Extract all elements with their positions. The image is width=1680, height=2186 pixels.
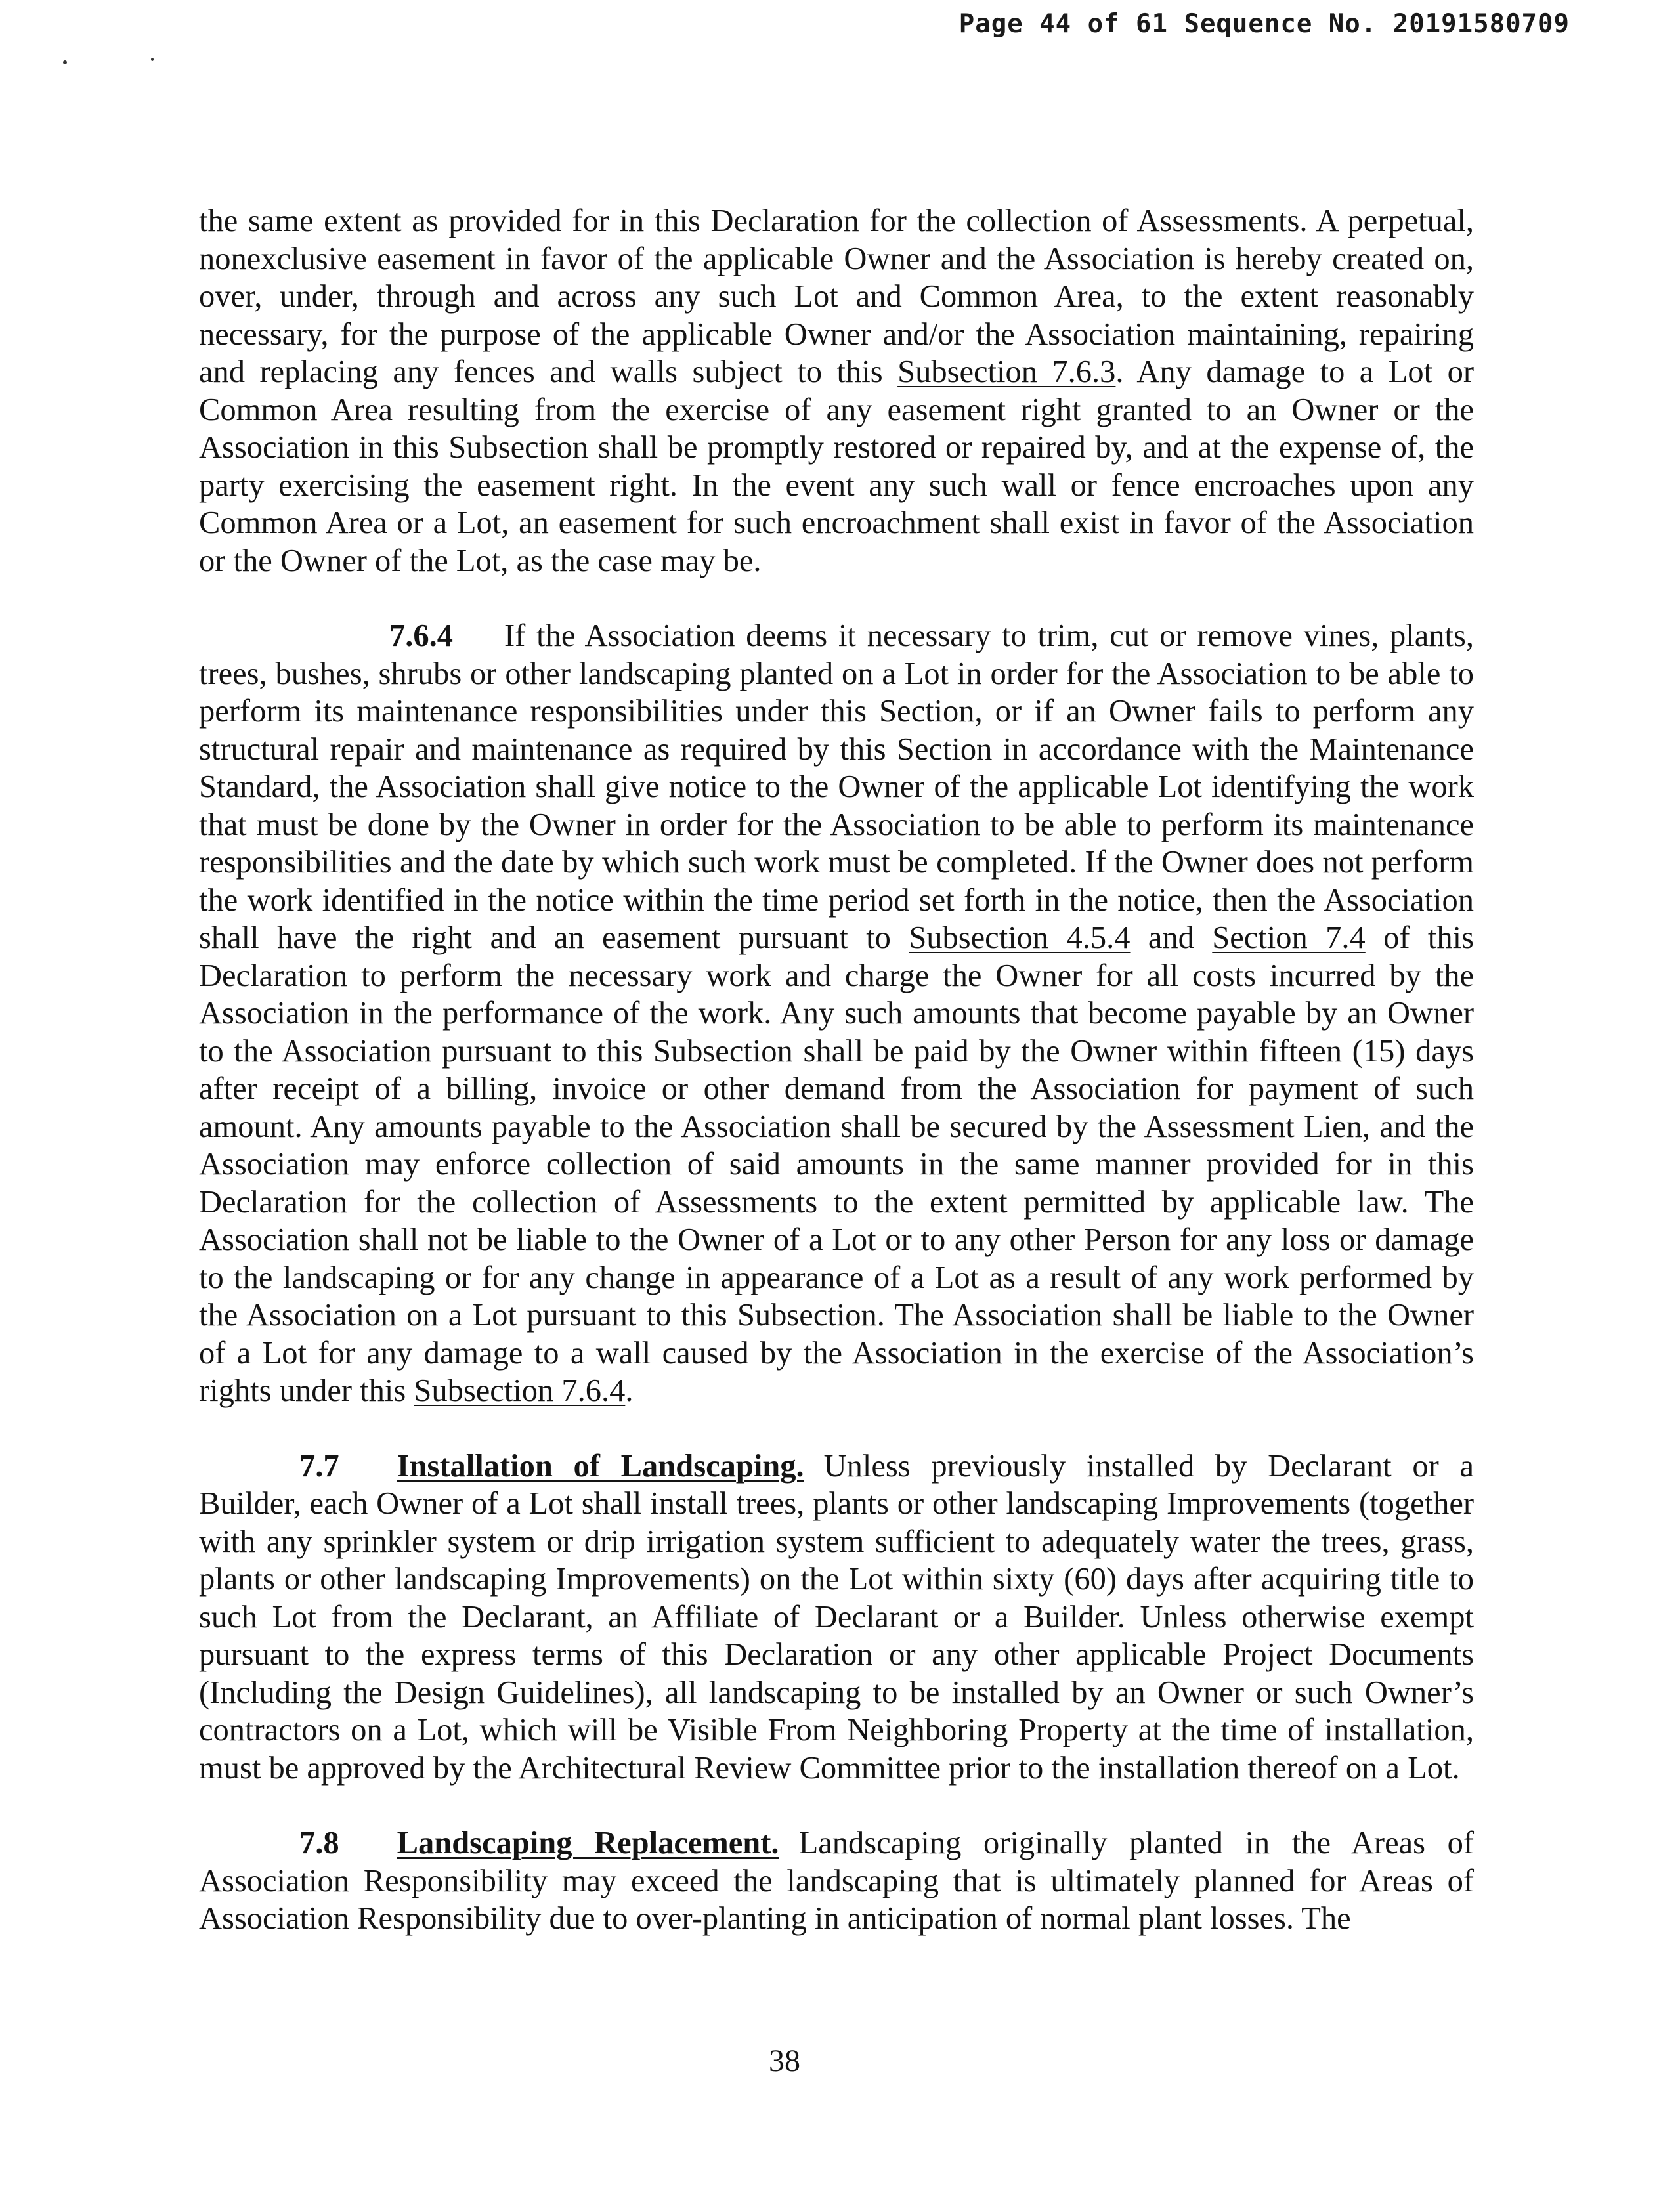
paragraph-text: the same extent as provided for in this Declaration for the collection of Assessments. A perpetual, nonexclusive easement in favor of the applicable Owner and the Association is hereby created on, over, under, through and across any such Lot and Common Area, to the extent reasonably necessary, for the purpose of the applicable Owner and/or the Association maintaining, repairing and replacing any fences and walls subject to this bbox=[199, 204, 1474, 389]
scan-speck bbox=[151, 58, 154, 61]
paragraph-text: Unless previously installed by Declarant or a Builder, each Owner of a Lot shall install trees, plants or other landscaping Improvements (together with any sprinkler system or drip irrigation system sufficient to adequately water the trees, grass, plants or other landscaping Improvements) on the Lot within sixty (60) days after acquiring title to such Lot from the Declarant, an Affiliate of Declarant or a Builder. Unless otherwise exempt pursuant to the express terms of this Declaration or any other applicable Project Documents (Including the Design Guidelines), all landscaping to be installed by an Owner or such Owner’s contractors on a Lot, which will be Visible From Neighboring Property at the time of installation, must be approved by the Architectural Review Committee prior to the installation thereof on a Lot. bbox=[199, 1448, 1474, 1786]
paragraph-7-6-4 bbox=[199, 617, 1474, 1410]
paragraph-text: of this Declaration to perform the necessary work and charge the Owner for all costs incurred by the Association in the performance of the work. Any such amounts that become payable by an Owner to the Association pursuant to this Subsection shall be paid by the Owner within fifteen (15) days after receipt of a billing, invoice or other demand from the Association for payment of such amount. Any amounts payable to the Association shall be secured by the Assessment Lien, and the Association may enforce collection of said amounts in the same manner provided for in this Declaration for the collection of Assessments to the extent permitted by applicable law. The Association shall not be liable to the Owner of a Lot or to any other Person for any loss or damage to the landscaping or for any change in appearance of a Lot as a result of any work performed by the Association on a Lot pursuant to this Subsection. The Association shall be liable to the Owner of a Lot for any damage to a wall caused by the Association in the exercise of the Association’s rights under this bbox=[199, 920, 1474, 1408]
page-number: 38 bbox=[769, 2044, 800, 2078]
paragraph-text: . bbox=[625, 1373, 634, 1408]
section-number: 7.6.4 bbox=[389, 618, 453, 653]
cross-reference: Section 7.4 bbox=[1212, 920, 1366, 955]
section-heading: Landscaping Replacement. bbox=[397, 1826, 779, 1860]
paragraph-text: and bbox=[1130, 920, 1213, 955]
paragraph-text: Landscaping originally planted in the Areas of Association Responsibility may exceed the landscaping that is ultimately planned for Areas of Association Responsibility due to over-planting in anticipation of normal plant losses. The bbox=[199, 1826, 1474, 1936]
section-heading: Installation of Landscaping. bbox=[397, 1448, 804, 1484]
page-header: Page 44 of 61 Sequence No. 20191580709 bbox=[958, 9, 1570, 39]
document-body bbox=[199, 202, 1474, 1975]
cross-reference: Subsection 7.6.3 bbox=[897, 354, 1116, 389]
paragraph-7-6-3-continued bbox=[199, 202, 1474, 580]
paragraph-text: . Any damage to a Lot or Common Area resulting from the exercise of any easement right granted to an Owner or the Association in this Subsection shall be promptly restored or repaired by, and at the expense of, the party exercising the easement right. In the event any such wall or fence encroaches upon any Common Area or a Lot, an easement for such encroachment shall exist in favor of the Association or the Owner of the Lot, as the case may be. bbox=[199, 354, 1474, 578]
paragraph-text: If the Association deems it necessary to trim, cut or remove vines, plants, trees, bushes, shrubs or other landscaping planted on a Lot in order for the Association to be able to perform its maintenance responsibilities under this Section, or if an Owner fails to perform any structural repair and maintenance as required by this Section in accordance with the Maintenance Standard, the Association shall give notice to the Owner of the applicable Lot identifying the work that must be done by the Owner in order for the Association to be able to perform its maintenance responsibilities and the date by which such work must be completed. If the Owner does not perform the work identified in the notice within the time period set forth in the notice, then the Association shall have the right and an easement pursuant to bbox=[199, 618, 1474, 955]
cross-reference: Subsection 7.6.4 bbox=[414, 1373, 626, 1408]
scan-speck bbox=[63, 60, 67, 64]
cross-reference: Subsection 4.5.4 bbox=[909, 920, 1131, 955]
paragraph-7-8 bbox=[199, 1824, 1474, 1938]
section-number: 7.8 bbox=[299, 1826, 339, 1860]
section-number: 7.7 bbox=[299, 1448, 339, 1484]
paragraph-7-7 bbox=[199, 1447, 1474, 1788]
